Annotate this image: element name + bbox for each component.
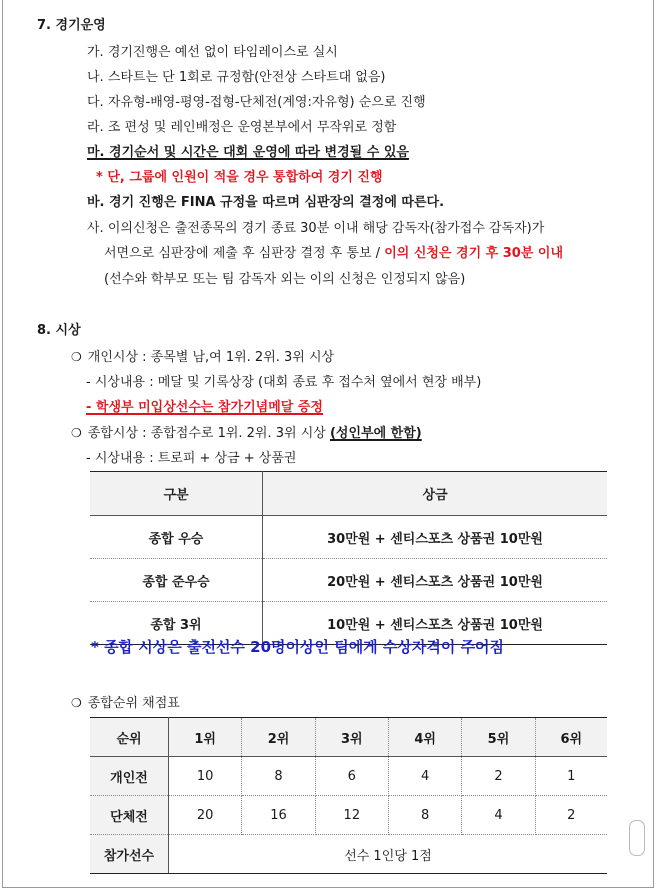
section-7-title: 7. 경기운영 (37, 18, 106, 33)
item-sa-line1: 사. 이의신청은 출전종목의 경기 종료 30분 이내 해당 감독자(참가접수 감독자)가 (87, 221, 545, 236)
item-ra: 라. 조 편성 및 레인배정은 운영본부에서 무작위로 정함 (87, 120, 397, 135)
item-ma: 마. 경기순서 및 시간은 대회 운영에 따라 변경될 수 있음 (87, 145, 409, 160)
score-cell: 4 (388, 757, 461, 796)
score-table-title-text: 종합순위 채점표 (87, 696, 180, 711)
score-cell: 10 (169, 757, 242, 796)
item-ba: 바. 경기 진행은 FINA 규정을 따르며 심판장의 결정에 따른다. (87, 195, 445, 210)
table-header-row (90, 718, 607, 757)
row-label: 참가선수 (90, 835, 169, 874)
participant-score: 선수 1인당 1점 (169, 835, 608, 874)
table-row (90, 516, 607, 559)
score-cell: 6 (315, 757, 388, 796)
prize-table (90, 471, 607, 645)
item-da: 다. 자유형-배영-평영-접형-단체전(계영:자유형) 순으로 진행 (87, 95, 426, 110)
row-label: 개인전 (90, 757, 169, 796)
column-header: 상금 (263, 472, 608, 516)
column-header: 6위 (535, 718, 607, 757)
student-award-note: - 학생부 미입상선수는 참가기념메달 증정 (86, 400, 323, 415)
item-sa-line2-red: 이의 신청은 경기 후 30분 이내 (384, 246, 564, 261)
item-sa-line2-text: 서면으로 심판장에 제출 후 심판장 결정 후 통보 / (104, 246, 385, 261)
item-ma-note: * 단, 그룹에 인원이 적을 경우 통합하여 경기 진행 (96, 170, 383, 185)
section-8-title: 8. 시상 (37, 323, 81, 338)
column-header: 1위 (169, 718, 242, 757)
column-header: 구분 (90, 472, 263, 516)
score-cell: 1 (535, 757, 607, 796)
table-row (90, 757, 607, 796)
table-header-row (90, 472, 607, 516)
team-award-text: 종합시상 : 종합점수로 1위. 2위. 3위 시상 (87, 426, 330, 441)
score-table-title (71, 692, 180, 711)
score-cell: 2 (535, 796, 607, 835)
column-header: 순위 (90, 718, 169, 757)
paperclip-icon (629, 820, 645, 856)
column-header: 3위 (315, 718, 388, 757)
item-sa-line2 (104, 242, 563, 261)
bullet-circle-icon: ❍ (71, 350, 82, 364)
team-award-note: * 종합 시상은 출전선수 20명이상인 팀에게 수상자격이 주어짐 (91, 638, 505, 656)
prize-amount: 20만원 + 센티스포츠 상품권 10만원 (263, 559, 608, 602)
score-cell: 12 (315, 796, 388, 835)
team-award-bold: (성인부에 한함) (329, 426, 422, 441)
item-sa-line3: (선수와 학부모 또는 팀 감독자 외는 이의 신청은 인정되지 않음) (104, 272, 466, 287)
score-table (90, 717, 607, 874)
score-cell: 4 (462, 796, 535, 835)
individual-award-detail: - 시상내용 : 메달 및 기록상장 (대회 종료 후 접수처 옆에서 현장 배부) (86, 375, 482, 390)
item-ga: 가. 경기진행은 예선 없이 타임레이스로 실시 (87, 45, 338, 60)
prize-rank: 종합 3위 (90, 602, 263, 645)
column-header: 5위 (462, 718, 535, 757)
individual-award-text: 개인시상 : 종목별 남,여 1위. 2위. 3위 시상 (87, 350, 335, 365)
table-row (90, 559, 607, 602)
team-award (71, 422, 422, 441)
row-label: 단체전 (90, 796, 169, 835)
column-header: 2위 (242, 718, 315, 757)
prize-amount: 30만원 + 센티스포츠 상품권 10만원 (263, 516, 608, 559)
item-na: 나. 스타트는 단 1회로 규정함(안전상 스타트대 없음) (87, 70, 386, 85)
table-row (90, 796, 607, 835)
bullet-circle-icon: ❍ (71, 426, 82, 440)
score-cell: 20 (169, 796, 242, 835)
prize-rank: 종합 우승 (90, 516, 263, 559)
table-row (90, 835, 607, 874)
score-cell: 2 (462, 757, 535, 796)
prize-amount: 10만원 + 센티스포츠 상품권 10만원 (263, 602, 608, 645)
score-cell: 8 (242, 757, 315, 796)
prize-rank: 종합 준우승 (90, 559, 263, 602)
score-cell: 8 (388, 796, 461, 835)
column-header: 4위 (388, 718, 461, 757)
team-award-detail: - 시상내용 : 트로피 + 상금 + 상품권 (86, 451, 297, 466)
individual-award (71, 346, 334, 365)
bullet-circle-icon: ❍ (71, 696, 82, 710)
score-cell: 16 (242, 796, 315, 835)
